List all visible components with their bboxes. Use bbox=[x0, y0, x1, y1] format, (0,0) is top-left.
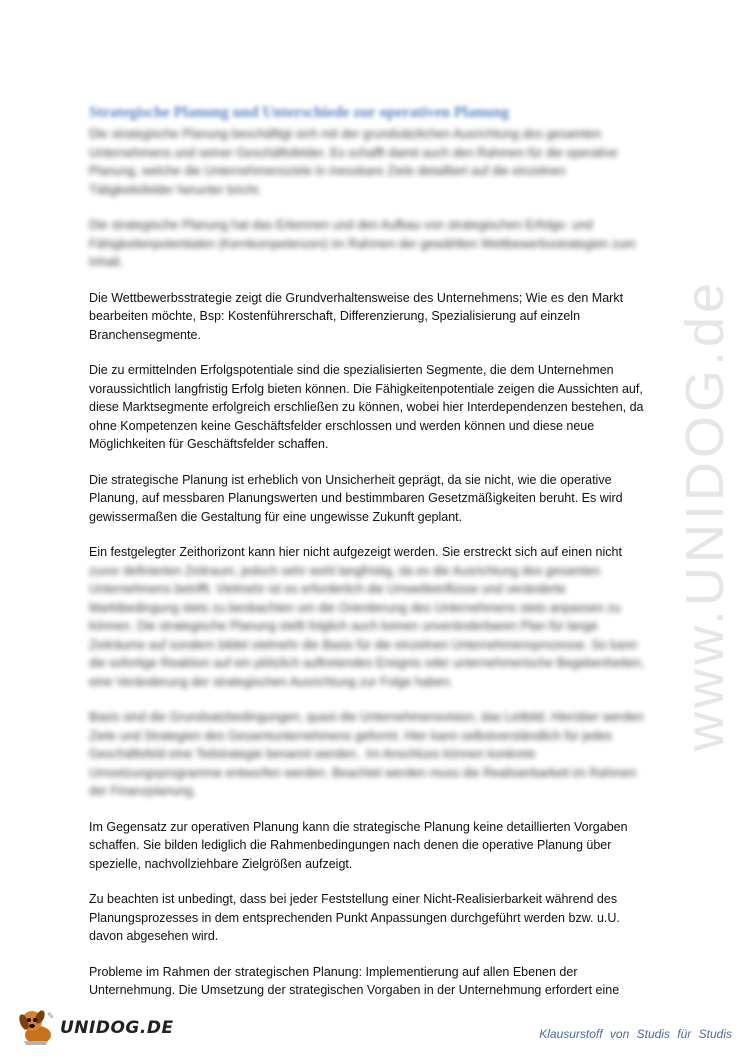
paragraph-3: Die Wettbewerbsstrategie zeigt die Grundverhaltensweise des Unternehmens; Wie es den Markt bearbeiten möchte, Bsp: Kostenführerschaft, Differenzierung, Spezialisierung auf einzeln Branchensegmente. bbox=[89, 290, 624, 342]
dog-mascot-icon bbox=[14, 1005, 58, 1052]
paragraph-7: Basis sind die Grundsatzbedingungen, quasi die Unternehmensvision, das Leitbild. Hierüber werden Ziele und Strategien des Gesamtunternehmens geformt. Hier kann selbstverständlich für jedes Geschäftsfeld eine Teilstrategie benannt werden.. Im Anschluss können konkrete Umsetzungsprogramme entworfen werden. Beachtet werden muss die Realisierbarkeit im Rahmen der Finanzplanung. bbox=[89, 710, 644, 798]
paragraph-2: Die strategische Planung hat das Erkennen und den Aufbau von strategischen Erfolgs- und Fähigkeitenpotentialen (Kernkompetenzen) im Rahmen der gewählten Wettbewerbsstrategien zum Inhalt. bbox=[89, 218, 636, 269]
paragraph-6-visible: Ein festgelegter Zeithorizont kann hier nicht aufgezeigt werden. Sie erstreckt sich auf einen nicht bbox=[89, 545, 622, 559]
paragraph-10: Probleme im Rahmen der strategischen Planung: Implementierung auf allen Ebenen der Unternehmung. Die Umsetzung der strategischen Vorgaben in der Unternehmung erfordert eine bbox=[89, 964, 620, 997]
paragraph-4: Die zu ermittelnden Erfolgspotentiale sind die spezialisierten Segmente, die dem Unternehmen voraussichtlich langfristig Erfolg bieten können. Die Fähigkeitenpotentiale zeigen die Aussichten auf, diese Marktsegmente erfolgreich erschließen zu können, wobei hier Interdependenzen bestehen, da ohne Kompetenzen keine Geschäftsfelder erschlossen und werden können und diese neue Möglichkeiten für Geschäftsfelder schaffen. bbox=[89, 363, 644, 451]
paragraph-8: Im Gegensatz zur operativen Planung kann die strategische Planung keine detaillierten Vorgaben schaffen. Sie bilden lediglich die Rahmenbedingungen nach denen die operative Planung über spezielle, nachvollziehbare Zielgrößen aufzeigt. bbox=[89, 819, 628, 871]
footer-logo[interactable] bbox=[14, 1008, 174, 1048]
paragraph-1: Die strategische Planung beschäftigt sich mit der grundsätzlichen Ausrichtung des gesamten Unternehmens und seiner Geschäftsfelder. Es schafft damit auch den Rahmen für die operative Planung, welche die Unternehmensziele in messbare Ziele detailliert auf die einzelnen Tätigkeitsfelder herunter bricht. bbox=[89, 127, 618, 197]
watermark-text: www.UNIDOG.de bbox=[675, 278, 735, 752]
paragraph-9: Zu beachten ist unbedingt, dass bei jeder Feststellung einer Nicht-Realisierbarkeit während des Planungsprozesses in dem entsprechenden Punkt Anpassungen durchgeführt werden bzw. u.U. davon abgesehen wird. bbox=[89, 892, 620, 943]
footer-tagline: Klausurstoff von Studis für Studis bbox=[539, 1027, 732, 1041]
paragraph-5: Die strategische Planung ist erheblich von Unsicherheit geprägt, da sie nicht, wie die operative Planung, auf messbaren Planungswerten und bestimmbaren Gesetzmäßigkeiten beruht. Es wird gewissermaßen die Gestaltung für eine ungewisse Zukunft geplant. bbox=[89, 472, 623, 524]
svg-text:✎: ✎ bbox=[47, 1011, 55, 1022]
logo-wordmark: UNIDOG.DE bbox=[60, 1018, 174, 1038]
watermark bbox=[645, 280, 750, 750]
paragraph-6 bbox=[89, 543, 649, 691]
document-body bbox=[89, 104, 649, 1017]
document-title: Strategische Planung und Unterschiede zur operativen Planung bbox=[89, 104, 509, 121]
paragraph-6-blurred: zuvor definierten Zeitraum, jedoch sehr wohl langfristig, da es die Ausrichtung des gesamten Unternehmens betrifft. Vielmehr ist es erforderlich die Umwelteinflüsse und veränderte Marktbedingung stets zu beobachten um die Orientierung des Unternehmens stets anpassen zu können. Die strategische Planung stellt folglich auch keinen unveränderbaren Plan für lange Zeiträume auf sondern bildet vielmehr die Basis für die einzelnen Unternehmensprozesse. So kann die sofortige Reaktion auf ein plötzlich auftretendes Ereignis oder unternehmerische Begebenheiten, eine Veränderung der strategischen Ausrichtung zur Folge haben. bbox=[89, 563, 645, 689]
